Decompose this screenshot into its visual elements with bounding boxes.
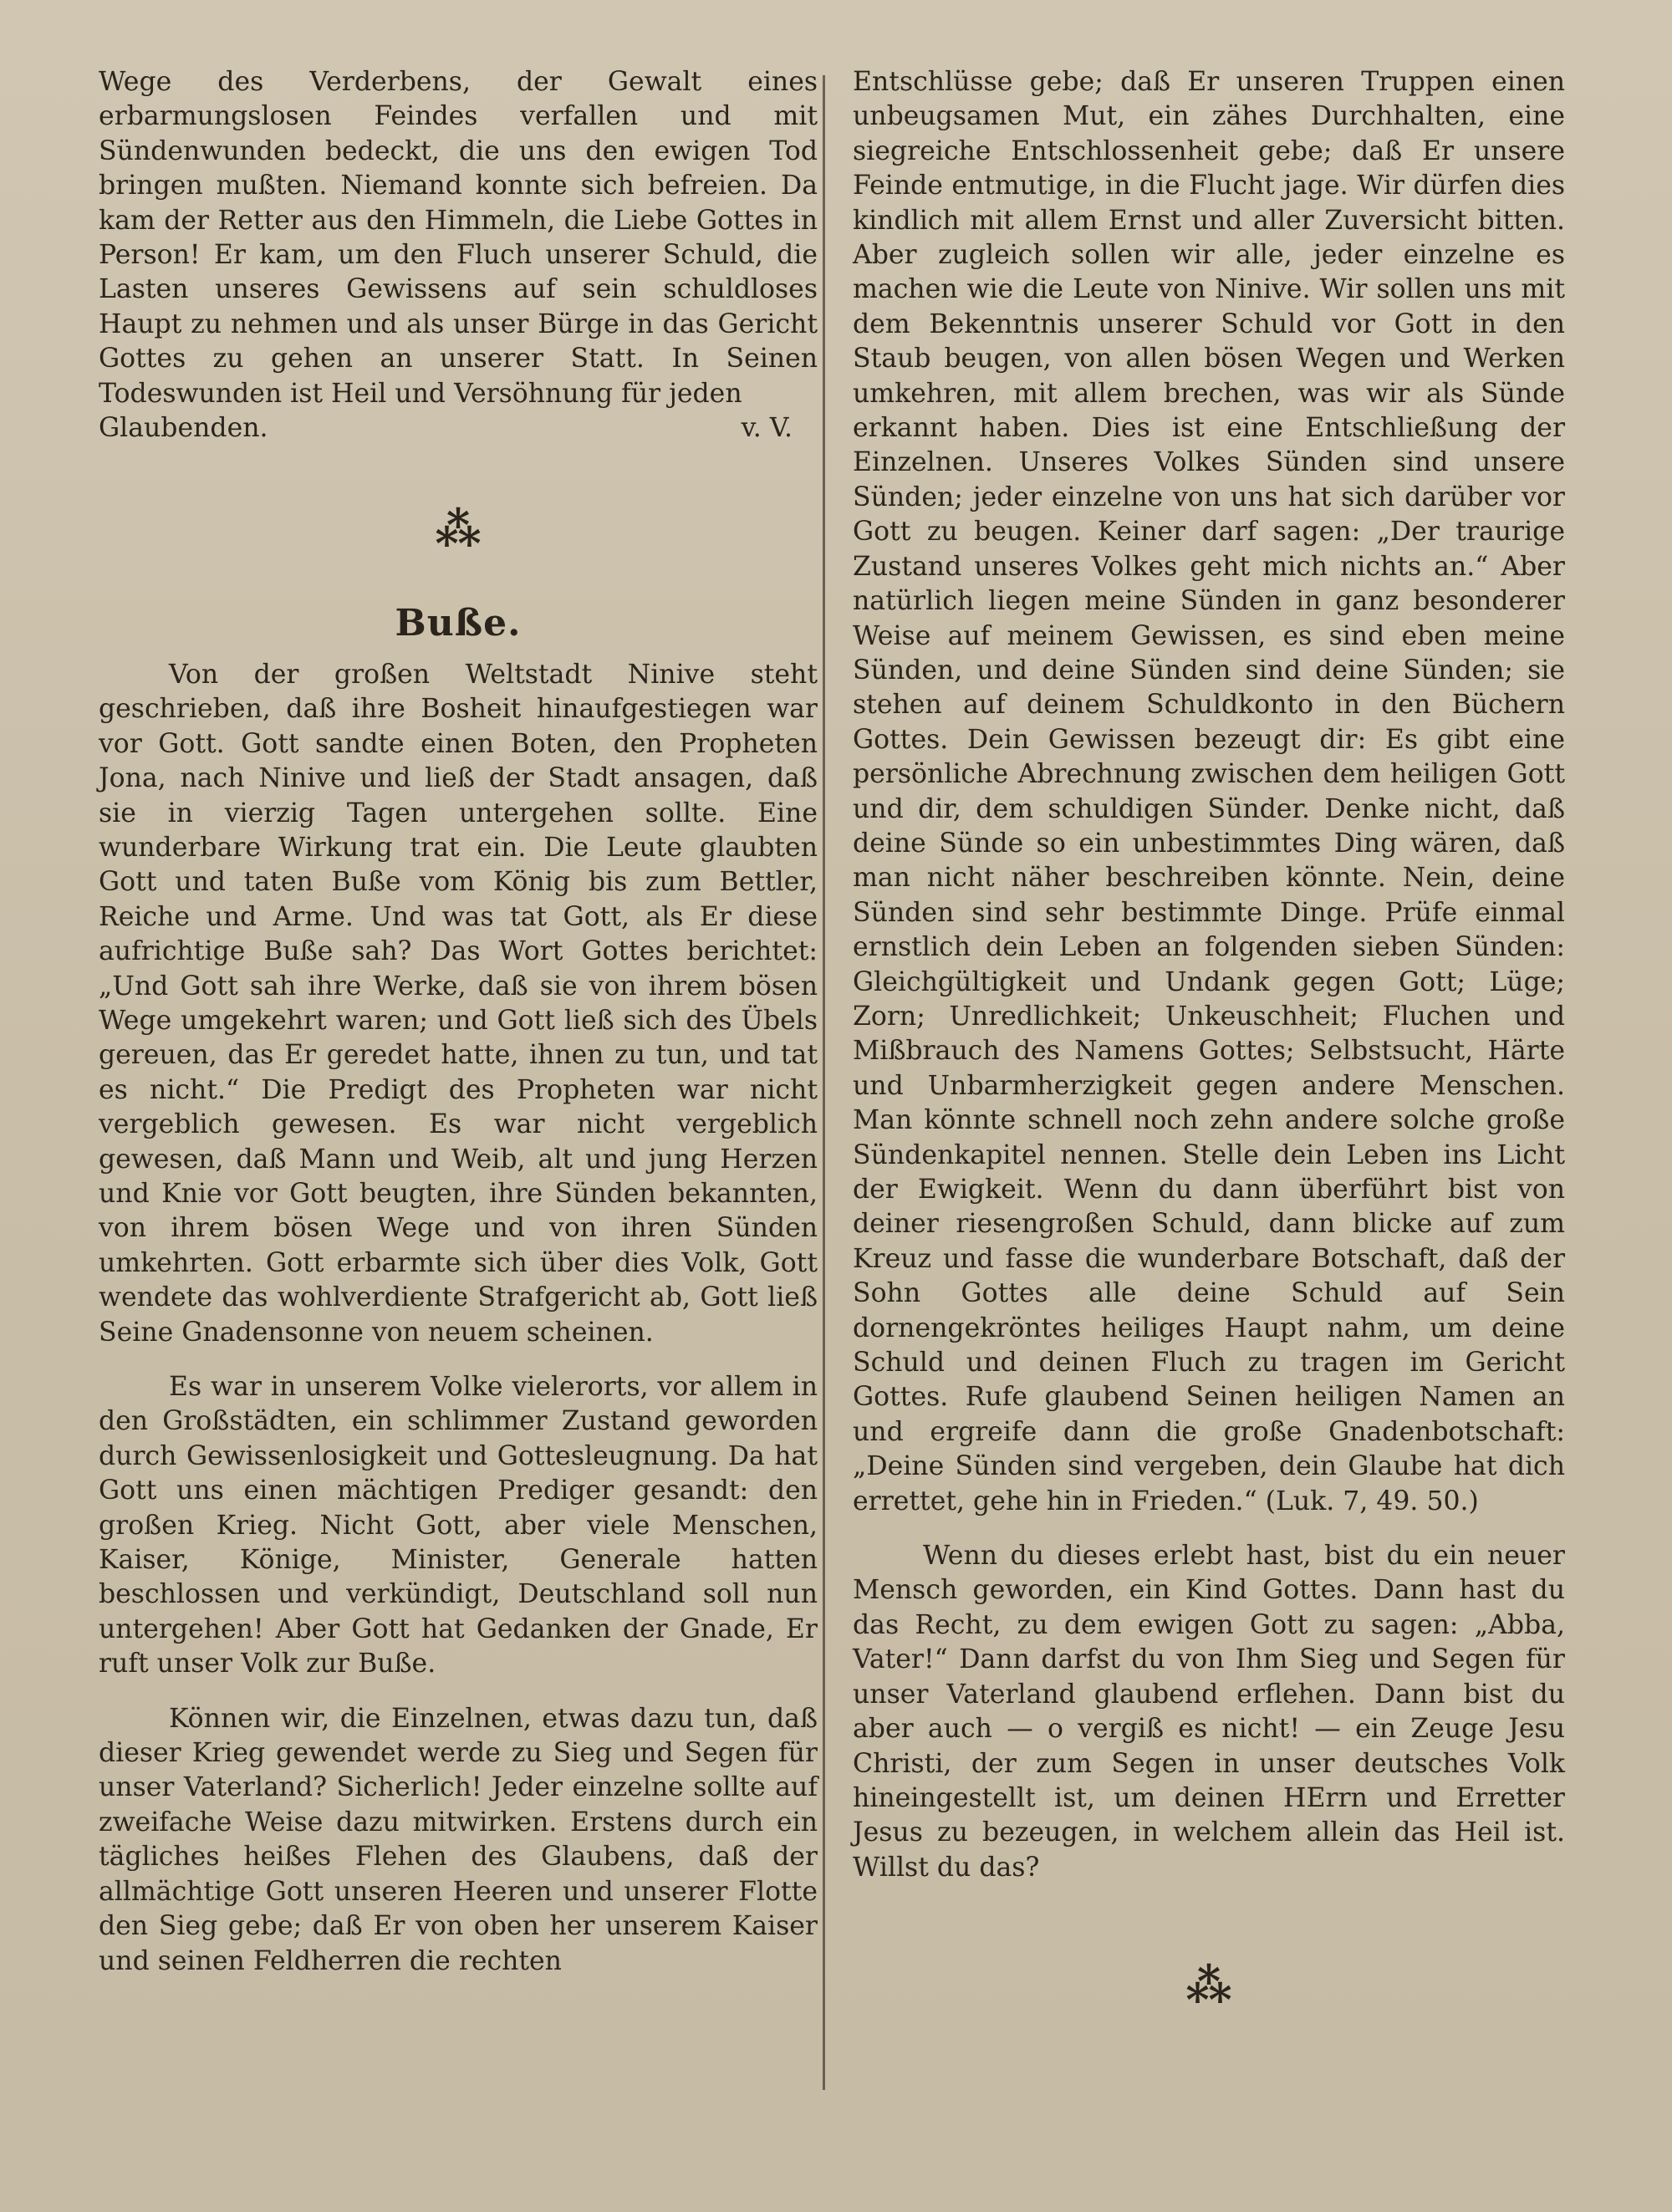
paragraph-ninive: Von der großen Weltstadt Ninive steht geschrieben, daß ihre Bosheit hinaufgestiegen war vor Gott. Gott sandte einen Boten, den Propheten Jona, nach Ninive und ließ der Stadt ansagen, daß sie in vierzig Tagen untergehen sollte. Eine wunderbare Wirkung trat ein. Die Leute glaubten Gott und taten Buße vom König bis zum Bettler, Reiche und Arme. Und was tat Gott, als Er diese aufrichtige Buße sah? Das Wort Gottes berichtet: „Und Gott sah ihre Werke, daß sie von ihrem bösen Wege umgekehrt waren; und Gott ließ sich des Übels gereuen, das Er geredet hatte, ihnen zu tun, und tat es nicht.“ Die Predigt des Propheten war nicht vergeblich gewesen. Es war nicht vergeblich gewesen, daß Mann und Weib, alt und jung Herzen und Knie vor Gott beugten, ihre Sünden bekannten, von ihrem bösen Wege und von ihren Sünden umkehrten. Gott erbarmte sich über dies Volk, Gott wendete das wohlverdiente Strafgericht ab, Gott ließ Seine Gnadensonne von neuem scheinen. bbox=[99, 659, 818, 1348]
column-rule bbox=[823, 75, 825, 2090]
intro-last-word: Glaubenden. bbox=[99, 413, 268, 444]
ornament-end: ⁂ bbox=[1185, 1959, 1232, 2013]
right-column bbox=[853, 65, 1565, 2011]
paragraph-neuer-mensch: Wenn du dieses erlebt hast, bist du ein neuer Mensch geworden, ein Kind Gottes. Dann hast du das Recht, zu dem ewigen Gott zu sagen: „Abba, Vater!“ Dann darfst du von Ihm Sieg und Segen für unser Vaterland glaubend erflehen. Dann bist du aber auch — o vergiß es nicht! — ein Zeuge Jesu Christi, der zum Segen in unser deutsches Volk hineingestellt ist, um deinen HErrn und Erretter Jesus zu bezeugen, in welchem allein das Heil ist. Willst du das? bbox=[853, 1541, 1565, 1883]
intro-closing-line bbox=[99, 411, 793, 446]
paragraph-entschluesse: Entschlüsse gebe; daß Er unseren Truppen einen unbeugsamen Mut, ein zähes Durchhalten, eine siegreiche Entschlossenheit gebe; daß Er unsere Feinde entmutige, in die Flucht jage. Wir dürfen dies kindlich mit allem Ernst und aller Zuversicht bitten. Aber zugleich sollen wir alle, jeder einzelne es machen wie die Leute von Ninive. Wir sollen uns mit dem Bekenntnis unserer Schuld vor Gott in den Staub beugen, von allen bösen Wegen und Werken umkehren, mit allem brechen, was wir als Sünde erkannt haben. Dies ist eine Entschließung der Einzelnen. Unseres Volkes Sünden sind unsere Sünden; jeder einzelne von uns hat sich darüber vor Gott zu beugen. Keiner darf sagen: „Der traurige Zustand unseres Volkes geht mich nichts an.“ Aber natürlich liegen meine Sünden in ganz besonderer Weise auf meinem Gewissen, es sind eben meine Sünden, und deine Sünden sind deine Sünden; sie stehen auf deinem Schuldkonto in den Büchern Gottes. Dein Gewissen bezeugt dir: Es gibt eine persönliche Abrechnung zwischen dem heiligen Gott und dir, dem schuldigen Sünder. Denke nicht, daß deine Sünde so ein unbestimmtes Ding wären, daß man nicht näher beschreiben könnte. Nein, deine Sünden sind sehr bestimmte Dinge. Prüfe einmal ernstlich dein Leben an folgenden sieben Sünden: Gleichgültigkeit und Undank gegen Gott; Lüge; Zorn; Unredlichkeit; Unkeuschheit; Fluchen und Mißbrauch des Namens Gottes; Selbstsucht, Härte und Unbarmherzigkeit gegen andere Menschen. Man könnte schnell noch zehn andere solche große Sündenkapitel nennen. Stelle dein Leben ins Licht der Ewigkeit. Wenn du dann überführt bist von deiner riesengroßen Schuld, dann blicke auf zum Kreuz und fasse die wunderbare Botschaft, daß der Sohn Gottes alle deine Schuld auf Sein dornengekröntes heiliges Haupt nahm, um deine Schuld und deinen Fluch zu tragen im Gericht Gottes. Rufe glaubend Seinen heiligen Namen an und ergreife dann die große Gnadenbotschaft: „Deine Sünden sind vergeben, dein Glaube hat dich errettet, gehe hin in Frieden.“ (Luk. 7, 49. 50.) bbox=[853, 67, 1565, 1516]
left-column bbox=[99, 65, 818, 1979]
paragraph-einzelnen: Können wir, die Einzelnen, etwas dazu tun, daß dieser Krieg gewendet werde zu Sieg und Segen für unser Vaterland? Sicherlich! Jeder einzelne sollte auf zweifache Weise dazu mitwirken. Erstens durch ein tägliches heißes Flehen des Glaubens, daß der allmächtige Gott unseren Heeren und unserer Flotte den Sieg gebe; daß Er von oben her unserem Kaiser und seinen Feldherren die rechten bbox=[99, 1703, 818, 1976]
paragraph-volk: Es war in unserem Volke vielerorts, vor allem in den Großstädten, ein schlimmer Zustand geworden durch Gewissenlosigkeit und Gottesleugnung. Da hat Gott uns einen mächtigen Prediger gesandt: den großen Krieg. Nicht Gott, aber viele Menschen, Kaiser, Könige, Minister, Generale hatten beschlossen und verkündigt, Deutschland soll nun untergehen! Aber Gott hat Gedanken der Gnade, Er ruft unser Volk zur Buße. bbox=[99, 1372, 818, 1679]
intro-text: Wege des Verderbens, der Gewalt eines erbarmungslosen Feindes verfallen und mit Sündenwunden bedeckt, die uns den ewigen Tod bringen mußten. Niemand konnte sich befreien. Da kam der Retter aus den Himmeln, die Liebe Gottes in Person! Er kam, um den Fluch unserer Schuld, die Lasten unseres Gewissens auf sein schuldloses Haupt zu nehmen und als unser Bürge in das Gericht Gottes zu gehen an unserer Statt. In Seinen Todeswunden ist Heil und Versöhnung für jeden bbox=[99, 67, 818, 409]
ornament-divider: ⁂ bbox=[435, 502, 482, 557]
article-title: Buße. bbox=[395, 602, 522, 645]
author-signature: v. V. bbox=[741, 413, 793, 444]
